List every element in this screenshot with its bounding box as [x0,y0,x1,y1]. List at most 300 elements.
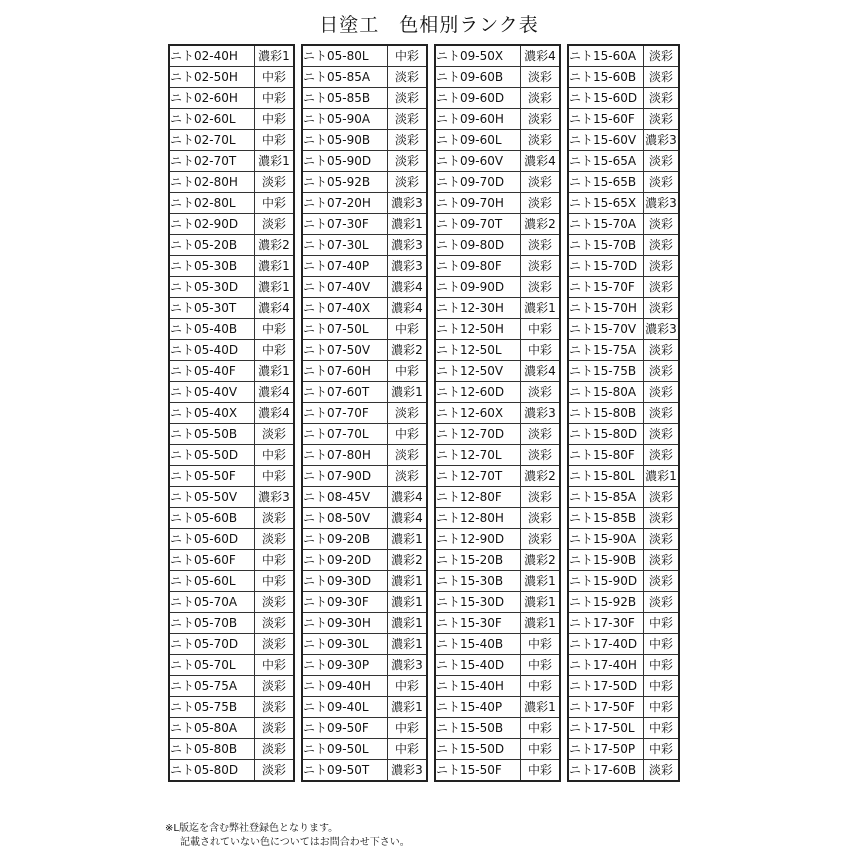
rank-value: 淡彩 [644,550,680,571]
table-row [435,130,560,151]
color-code: ニト12-50V [435,361,521,382]
table-row [302,697,427,718]
table-row [302,151,427,172]
table-row [568,130,679,151]
rank-value: 中彩 [388,718,428,739]
table-row [568,403,679,424]
color-code: ニト15-75B [568,361,644,382]
rank-value: 濃彩1 [388,571,428,592]
table-row [568,340,679,361]
table-row [302,424,427,445]
color-code: ニト12-80H [435,508,521,529]
rank-value: 淡彩 [644,88,680,109]
color-code: ニト05-30D [169,277,255,298]
rank-table-4 [567,44,680,782]
rank-value: 中彩 [388,45,428,67]
table-row [568,277,679,298]
color-code: ニト15-40D [435,655,521,676]
footnote-line-1: ※L版迄を含む弊社登録色となります。 [165,823,339,834]
table-row [302,298,427,319]
rank-value: 中彩 [388,319,428,340]
rank-value: 濃彩2 [521,466,561,487]
color-code: ニト15-80A [568,382,644,403]
page-title: 日塗工 色相別ランク表 [319,14,539,36]
rank-value: 淡彩 [644,214,680,235]
table-row [568,235,679,256]
rank-value: 濃彩4 [255,382,295,403]
rank-table-3 [434,44,561,782]
table-row [568,655,679,676]
rank-value: 淡彩 [521,424,561,445]
rank-value: 中彩 [388,739,428,760]
table-row [568,529,679,550]
color-code: ニト15-60D [568,88,644,109]
table-row [568,571,679,592]
color-code: ニト07-40V [302,277,388,298]
table-row [302,403,427,424]
color-code: ニト09-50X [435,45,521,67]
rank-value: 中彩 [521,655,561,676]
table-row [169,256,294,277]
table-row [568,298,679,319]
rank-value: 濃彩2 [521,550,561,571]
table-row [568,697,679,718]
color-code: ニト05-50D [169,445,255,466]
color-code: ニト15-30D [435,592,521,613]
rank-value: 淡彩 [388,466,428,487]
table-row [435,739,560,760]
color-code: ニト12-50L [435,340,521,361]
color-code: ニト05-80L [302,45,388,67]
table-row [568,592,679,613]
table-row [435,319,560,340]
rank-value: 中彩 [388,676,428,697]
rank-value: 淡彩 [388,151,428,172]
table-row [302,676,427,697]
color-code: ニト17-50F [568,697,644,718]
table-row [169,172,294,193]
table-row [169,739,294,760]
rank-value: 濃彩1 [255,277,295,298]
color-code: ニト12-60X [435,403,521,424]
rank-value: 淡彩 [644,235,680,256]
rank-value: 淡彩 [521,109,561,130]
rank-value: 濃彩1 [388,697,428,718]
color-code: ニト07-60T [302,382,388,403]
rank-value: 中彩 [521,319,561,340]
table-row [568,676,679,697]
color-code: ニト17-40D [568,634,644,655]
table-row [169,466,294,487]
color-code: ニト05-40F [169,361,255,382]
color-code: ニト15-70H [568,298,644,319]
color-code: ニト09-80F [435,256,521,277]
color-code: ニト09-60L [435,130,521,151]
color-code: ニト09-40L [302,697,388,718]
table-row [435,445,560,466]
table-row [302,529,427,550]
table-row [302,193,427,214]
rank-value: 濃彩3 [388,256,428,277]
table-row [568,445,679,466]
color-code: ニト15-80F [568,445,644,466]
table-row [302,760,427,782]
rank-value: 中彩 [521,739,561,760]
table-row [169,403,294,424]
rank-value: 淡彩 [388,172,428,193]
rank-value: 淡彩 [644,424,680,445]
color-code: ニト17-50L [568,718,644,739]
rank-value: 中彩 [521,718,561,739]
rank-value: 濃彩1 [521,697,561,718]
color-code: ニト15-70B [568,235,644,256]
color-code: ニト05-70D [169,634,255,655]
color-code: ニト09-60H [435,109,521,130]
table-row [435,697,560,718]
rank-value: 濃彩4 [388,487,428,508]
table-row [169,130,294,151]
color-code: ニト05-20B [169,235,255,256]
color-code: ニト15-30F [435,613,521,634]
table-row [435,67,560,88]
table-row [169,697,294,718]
color-code: ニト05-60D [169,529,255,550]
rank-value: 淡彩 [521,67,561,88]
color-code: ニト15-70F [568,277,644,298]
table-row [568,466,679,487]
rank-value: 濃彩1 [388,613,428,634]
table-row [169,67,294,88]
color-code: ニト05-85B [302,88,388,109]
rank-value: 濃彩1 [521,592,561,613]
table-row [169,277,294,298]
rank-value: 淡彩 [644,45,680,67]
rank-table-1 [168,44,295,782]
color-code: ニト09-60D [435,88,521,109]
table-row [568,487,679,508]
color-code: ニト09-30H [302,613,388,634]
color-code: ニト07-70L [302,424,388,445]
rank-value: 淡彩 [644,340,680,361]
table-row [302,739,427,760]
rank-value: 濃彩1 [521,298,561,319]
rank-value: 中彩 [644,697,680,718]
color-code: ニト09-60V [435,151,521,172]
color-code: ニト15-65X [568,193,644,214]
table-row [169,487,294,508]
rank-value: 中彩 [644,739,680,760]
rank-value: 淡彩 [644,508,680,529]
rank-value: 濃彩1 [388,214,428,235]
rank-value: 淡彩 [521,382,561,403]
table-row [169,613,294,634]
table-row [169,382,294,403]
color-code: ニト07-50L [302,319,388,340]
rank-value: 淡彩 [644,172,680,193]
rank-value: 濃彩1 [388,592,428,613]
color-code: ニト12-50H [435,319,521,340]
table-row [302,613,427,634]
color-code: ニト09-70D [435,172,521,193]
color-code: ニト09-30D [302,571,388,592]
table-row [435,529,560,550]
color-code: ニト07-40P [302,256,388,277]
table-row [169,718,294,739]
rank-value: 中彩 [644,676,680,697]
rank-value: 濃彩2 [255,235,295,256]
rank-value: 淡彩 [255,508,295,529]
rank-value: 淡彩 [388,445,428,466]
color-code: ニト12-70T [435,466,521,487]
table-row [435,45,560,67]
rank-value: 中彩 [255,550,295,571]
rank-value: 淡彩 [388,88,428,109]
rank-value: 淡彩 [644,256,680,277]
table-row [435,466,560,487]
rank-value: 濃彩1 [255,256,295,277]
rank-value: 淡彩 [521,235,561,256]
rank-value: 中彩 [644,655,680,676]
color-code: ニト15-50B [435,718,521,739]
table-row [568,760,679,782]
rank-value: 淡彩 [644,67,680,88]
rank-value: 濃彩3 [388,760,428,782]
color-code: ニト05-50F [169,466,255,487]
table-row [169,45,294,67]
table-row [435,403,560,424]
rank-value: 濃彩1 [255,45,295,67]
table-row [568,613,679,634]
color-code: ニト12-60D [435,382,521,403]
rank-value: 中彩 [388,424,428,445]
table-row [169,445,294,466]
color-code: ニト09-30F [302,592,388,613]
rank-value: 淡彩 [521,445,561,466]
table-row [568,45,679,67]
rank-value: 中彩 [388,361,428,382]
color-code: ニト07-30L [302,235,388,256]
table-row [568,67,679,88]
table-row [435,676,560,697]
table-row [302,256,427,277]
rank-value: 中彩 [521,634,561,655]
table-row [435,109,560,130]
color-code: ニト05-70B [169,613,255,634]
table-row [568,151,679,172]
rank-value: 淡彩 [388,130,428,151]
rank-value: 淡彩 [255,676,295,697]
rank-value: 淡彩 [255,424,295,445]
rank-value: 中彩 [521,340,561,361]
rank-value: 濃彩3 [644,193,680,214]
rank-value: 淡彩 [521,277,561,298]
color-code: ニト15-65A [568,151,644,172]
rank-value: 淡彩 [388,403,428,424]
color-code: ニト15-60A [568,45,644,67]
color-code: ニト02-50H [169,67,255,88]
color-code: ニト17-50P [568,739,644,760]
table-row [435,718,560,739]
color-code: ニト05-90B [302,130,388,151]
color-code: ニト15-20B [435,550,521,571]
table-row [302,655,427,676]
rank-value: 濃彩3 [388,193,428,214]
table-row [568,508,679,529]
rank-value: 淡彩 [521,172,561,193]
rank-value: 中彩 [255,319,295,340]
table-row [302,508,427,529]
rank-value: 濃彩4 [388,298,428,319]
table-row [568,739,679,760]
rank-value: 淡彩 [255,760,295,782]
rank-value: 濃彩2 [388,550,428,571]
color-code: ニト15-50D [435,739,521,760]
table-row [435,256,560,277]
rank-value: 淡彩 [644,571,680,592]
table-row [302,45,427,67]
color-code: ニト09-60B [435,67,521,88]
table-row [568,88,679,109]
rank-value: 淡彩 [255,172,295,193]
table-row [435,151,560,172]
rank-value: 濃彩1 [388,634,428,655]
rank-value: 濃彩3 [388,655,428,676]
rank-value: 淡彩 [644,592,680,613]
rank-value: 濃彩1 [255,361,295,382]
rank-value: 濃彩4 [521,361,561,382]
table-row [169,151,294,172]
rank-value: 淡彩 [521,487,561,508]
table-row [435,634,560,655]
table-row [435,382,560,403]
rank-value: 濃彩3 [644,319,680,340]
color-code: ニト15-85A [568,487,644,508]
color-code: ニト15-90A [568,529,644,550]
table-row [568,319,679,340]
table-row [169,298,294,319]
table-row [435,214,560,235]
table-row [169,340,294,361]
color-code: ニト09-30P [302,655,388,676]
rank-value: 中彩 [255,571,295,592]
table-row [169,193,294,214]
color-code: ニト15-65B [568,172,644,193]
color-code: ニト05-92B [302,172,388,193]
table-row [169,676,294,697]
rank-value: 濃彩4 [521,151,561,172]
table-row [435,508,560,529]
rank-value: 濃彩1 [388,529,428,550]
color-code: ニト07-40X [302,298,388,319]
color-code: ニト02-70L [169,130,255,151]
table-row [568,256,679,277]
rank-value: 淡彩 [255,529,295,550]
color-code: ニト07-70F [302,403,388,424]
color-code: ニト15-70A [568,214,644,235]
table-row [169,214,294,235]
color-code: ニト12-70L [435,445,521,466]
color-code: ニト12-70D [435,424,521,445]
rank-value: 濃彩2 [521,214,561,235]
rank-value: 濃彩4 [255,298,295,319]
rank-value: 濃彩1 [255,151,295,172]
table-row [302,382,427,403]
table-row [568,718,679,739]
table-row [435,298,560,319]
table-row [169,361,294,382]
table-row [435,550,560,571]
table-row [435,760,560,782]
rank-value: 淡彩 [521,256,561,277]
color-code: ニト12-90D [435,529,521,550]
footnote [165,822,410,850]
table-row [302,67,427,88]
rank-value: 濃彩1 [521,613,561,634]
color-code: ニト02-70T [169,151,255,172]
table-row [169,319,294,340]
color-code: ニト15-50F [435,760,521,782]
color-code: ニト05-80A [169,718,255,739]
color-code: ニト05-90A [302,109,388,130]
color-code: ニト09-50T [302,760,388,782]
color-code: ニト15-40H [435,676,521,697]
color-code: ニト09-50L [302,739,388,760]
color-code: ニト08-50V [302,508,388,529]
table-row [568,361,679,382]
color-code: ニト09-80D [435,235,521,256]
table-row [302,319,427,340]
color-code: ニト15-90D [568,571,644,592]
rank-value: 淡彩 [521,508,561,529]
table-row [568,193,679,214]
color-code: ニト15-75A [568,340,644,361]
color-code: ニト05-80D [169,760,255,782]
table-row [435,193,560,214]
color-code: ニト15-60B [568,67,644,88]
color-code: ニト02-40H [169,45,255,67]
table-row [302,277,427,298]
color-code: ニト02-60L [169,109,255,130]
rank-value: 濃彩1 [644,466,680,487]
rank-value: 淡彩 [644,277,680,298]
table-row [302,718,427,739]
table-row [302,634,427,655]
table-row [302,487,427,508]
table-row [302,571,427,592]
rank-value: 淡彩 [255,634,295,655]
table-row [169,655,294,676]
rank-value: 濃彩3 [255,487,295,508]
rank-value: 淡彩 [521,193,561,214]
rank-value: 淡彩 [644,403,680,424]
table-row [568,424,679,445]
rank-value: 中彩 [255,109,295,130]
table-row [568,214,679,235]
color-code: ニト17-60B [568,760,644,782]
rank-value: 淡彩 [255,592,295,613]
color-code: ニト12-30H [435,298,521,319]
color-code: ニト05-60B [169,508,255,529]
color-code: ニト02-90D [169,214,255,235]
rank-value: 淡彩 [644,760,680,782]
table-row [435,655,560,676]
rank-value: 中彩 [255,130,295,151]
table-row [169,88,294,109]
rank-value: 淡彩 [388,67,428,88]
rank-value: 淡彩 [644,382,680,403]
table-row [302,130,427,151]
table-row [302,214,427,235]
